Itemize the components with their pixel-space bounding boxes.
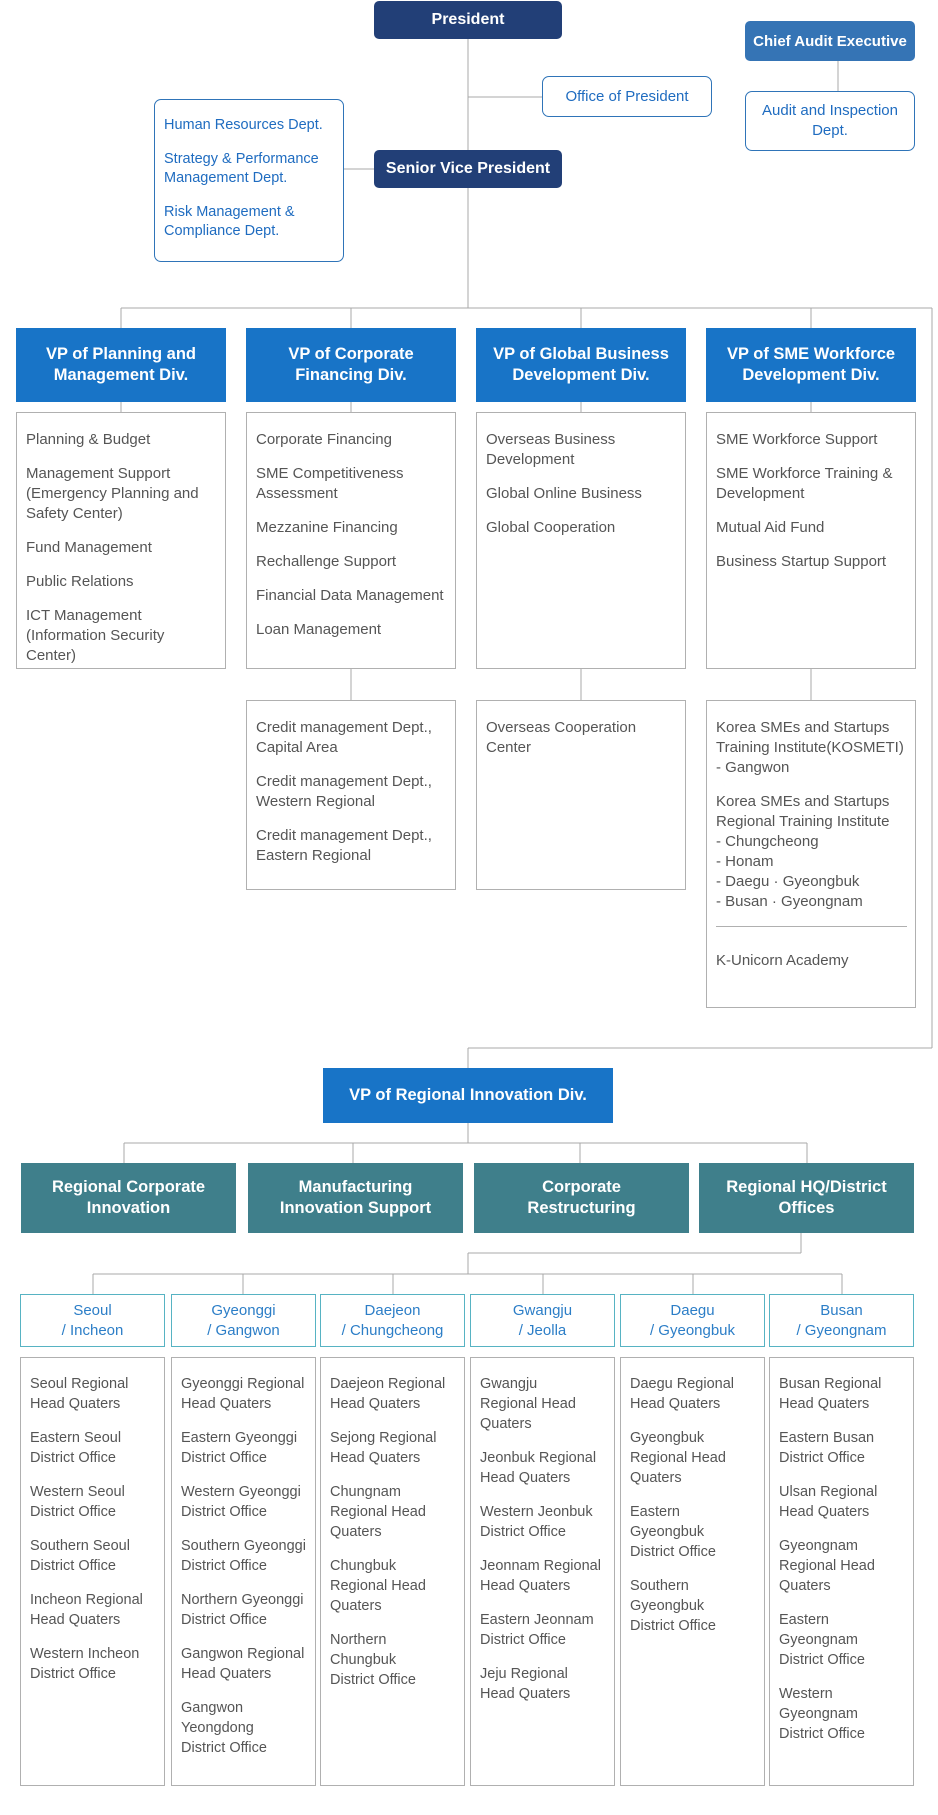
region-offices-busan — [769, 1357, 914, 1786]
office-item: Eastern Seoul District Office — [30, 1430, 122, 1466]
office-item: Gwangju Regional Head Quaters — [480, 1376, 576, 1432]
region-offices-seoul — [20, 1357, 165, 1786]
division-header-sme-workforce: VP of SME Workforce Development Div. — [706, 328, 916, 402]
office-item: Western Incheon District Office — [30, 1646, 140, 1682]
office-item: Chungnam Regional Head Quaters — [330, 1484, 426, 1540]
region-header-daejeon: Daejeon / Chungcheong — [320, 1294, 465, 1347]
divider — [716, 926, 907, 927]
sub-unit-item: Credit management Dept., Eastern Regional — [256, 827, 432, 864]
region-offices-gyeonggi — [171, 1357, 316, 1786]
office-item: Ulsan Regional Head Quaters — [779, 1484, 878, 1520]
regional-unit-corporate-innovation: Regional Corporate Innovation — [21, 1163, 236, 1233]
office-item: Daejeon Regional Head Quaters — [330, 1376, 446, 1412]
sub-unit-item: Credit management Dept., Capital Area — [256, 719, 432, 756]
support-dept-risk: Risk Management & Compliance Dept. — [164, 204, 295, 239]
office-item: Eastern Gyeongbuk District Office — [630, 1504, 716, 1560]
department-item: Fund Management — [26, 539, 152, 556]
department-item: Public Relations — [26, 573, 134, 590]
office-item: Gyeongnam Regional Head Quaters — [779, 1538, 875, 1594]
regional-unit-hq-district: Regional HQ/District Offices — [699, 1163, 914, 1233]
support-dept-hr: Human Resources Dept. — [164, 117, 323, 133]
division-header-global-business: VP of Global Business Development Div. — [476, 328, 686, 402]
office-item: Chungbuk Regional Head Quaters — [330, 1558, 426, 1614]
region-header-gyeonggi: Gyeonggi / Gangwon — [171, 1294, 316, 1347]
department-item: SME Competitiveness Assessment — [256, 465, 404, 502]
region-offices-gwangju — [470, 1357, 615, 1786]
sub-unit-item: K-Unicorn Academy — [716, 952, 849, 969]
department-list-planning — [16, 412, 226, 669]
region-offices-daejeon — [320, 1357, 465, 1786]
office-of-president-box: Office of President — [542, 76, 712, 117]
division-header-corporate-financing: VP of Corporate Financing Div. — [246, 328, 456, 402]
department-list-corporate-financing — [246, 412, 456, 669]
department-item: Corporate Financing — [256, 431, 392, 448]
office-item: Eastern Gyeongnam District Office — [779, 1612, 865, 1668]
region-header-gwangju: Gwangju / Jeolla — [470, 1294, 615, 1347]
regional-unit-restructuring: Corporate Restructuring — [474, 1163, 689, 1233]
office-item: Western Gyeonggi District Office — [181, 1484, 301, 1520]
department-item: Global Online Business — [486, 485, 642, 502]
division-header-planning: VP of Planning and Management Div. — [16, 328, 226, 402]
sub-unit-item: Credit management Dept., Western Regional — [256, 773, 432, 810]
office-item: Western Seoul District Office — [30, 1484, 125, 1520]
office-item: Western Jeonbuk District Office — [480, 1504, 593, 1540]
office-item: Incheon Regional Head Quaters — [30, 1592, 143, 1628]
department-item: Business Startup Support — [716, 553, 887, 570]
sub-unit-item: Korea SMEs and Startups Regional Training Institute - Chungcheong - Honam - Daegu · Gyeongbuk - Busan · Gyeongnam — [716, 793, 890, 910]
president-box: President — [374, 1, 562, 39]
senior-vice-president-box: Senior Vice President — [374, 150, 562, 188]
department-item: Loan Management — [256, 621, 382, 638]
region-offices-daegu — [620, 1357, 765, 1786]
region-header-daegu: Daegu / Gyeongbuk — [620, 1294, 765, 1347]
support-dept-strategy: Strategy & Performance Management Dept. — [164, 151, 319, 186]
office-item: Jeonnam Regional Head Quaters — [480, 1558, 601, 1594]
regional-innovation-header: VP of Regional Innovation Div. — [323, 1068, 613, 1123]
office-item: Gyeongbuk Regional Head Quaters — [630, 1430, 726, 1486]
office-item: Northern Chungbuk District Office — [330, 1632, 416, 1688]
office-item: Eastern Jeonnam District Office — [480, 1612, 594, 1648]
sub-units-sme-workforce — [706, 700, 916, 1008]
department-item: SME Workforce Training & Development — [716, 465, 893, 502]
office-item: Gangwon Yeongdong District Office — [181, 1700, 267, 1756]
office-item: Eastern Busan District Office — [779, 1430, 875, 1466]
department-item: Financial Data Management — [256, 587, 444, 604]
department-list-global-business — [476, 412, 686, 669]
office-item: Sejong Regional Head Quaters — [330, 1430, 437, 1466]
department-item: ICT Management (Information Security Center) — [26, 607, 165, 664]
department-item: Rechallenge Support — [256, 553, 397, 570]
office-item: Seoul Regional Head Quaters — [30, 1376, 129, 1412]
office-item: Jeonbuk Regional Head Quaters — [480, 1450, 597, 1486]
support-departments-box — [154, 99, 344, 262]
office-item: Southern Seoul District Office — [30, 1538, 130, 1574]
department-item: Mutual Aid Fund — [716, 519, 825, 536]
department-item: Global Cooperation — [486, 519, 616, 536]
chief-audit-executive-box: Chief Audit Executive — [745, 21, 915, 61]
region-header-seoul: Seoul / Incheon — [20, 1294, 165, 1347]
office-item: Daegu Regional Head Quaters — [630, 1376, 734, 1412]
office-item: Southern Gyeonggi District Office — [181, 1538, 306, 1574]
department-item: Planning & Budget — [26, 431, 151, 448]
office-item: Northern Gyeonggi District Office — [181, 1592, 304, 1628]
office-item: Eastern Gyeonggi District Office — [181, 1430, 298, 1466]
sub-units-corporate-financing — [246, 700, 456, 890]
office-item: Western Gyeongnam District Office — [779, 1686, 865, 1742]
office-item: Busan Regional Head Quaters — [779, 1376, 882, 1412]
department-list-sme-workforce — [706, 412, 916, 669]
office-item: Gangwon Regional Head Quaters — [181, 1646, 305, 1682]
department-item: SME Workforce Support — [716, 431, 878, 448]
region-header-busan: Busan / Gyeongnam — [769, 1294, 914, 1347]
sub-unit-item: Korea SMEs and Startups Training Institute(KOSMETI) - Gangwon — [716, 719, 904, 776]
department-item: Mezzanine Financing — [256, 519, 398, 536]
sub-unit-item: Overseas Cooperation Center — [486, 719, 637, 756]
office-item: Southern Gyeongbuk District Office — [630, 1578, 716, 1634]
regional-unit-manufacturing: Manufacturing Innovation Support — [248, 1163, 463, 1233]
department-item: Overseas Business Development — [486, 431, 616, 468]
audit-inspection-dept-box: Audit and Inspection Dept. — [745, 91, 915, 151]
office-item: Gyeonggi Regional Head Quaters — [181, 1376, 305, 1412]
sub-units-global-business — [476, 700, 686, 890]
department-item: Management Support (Emergency Planning and Safety Center) — [26, 465, 199, 522]
office-item: Jeju Regional Head Quaters — [480, 1666, 571, 1702]
